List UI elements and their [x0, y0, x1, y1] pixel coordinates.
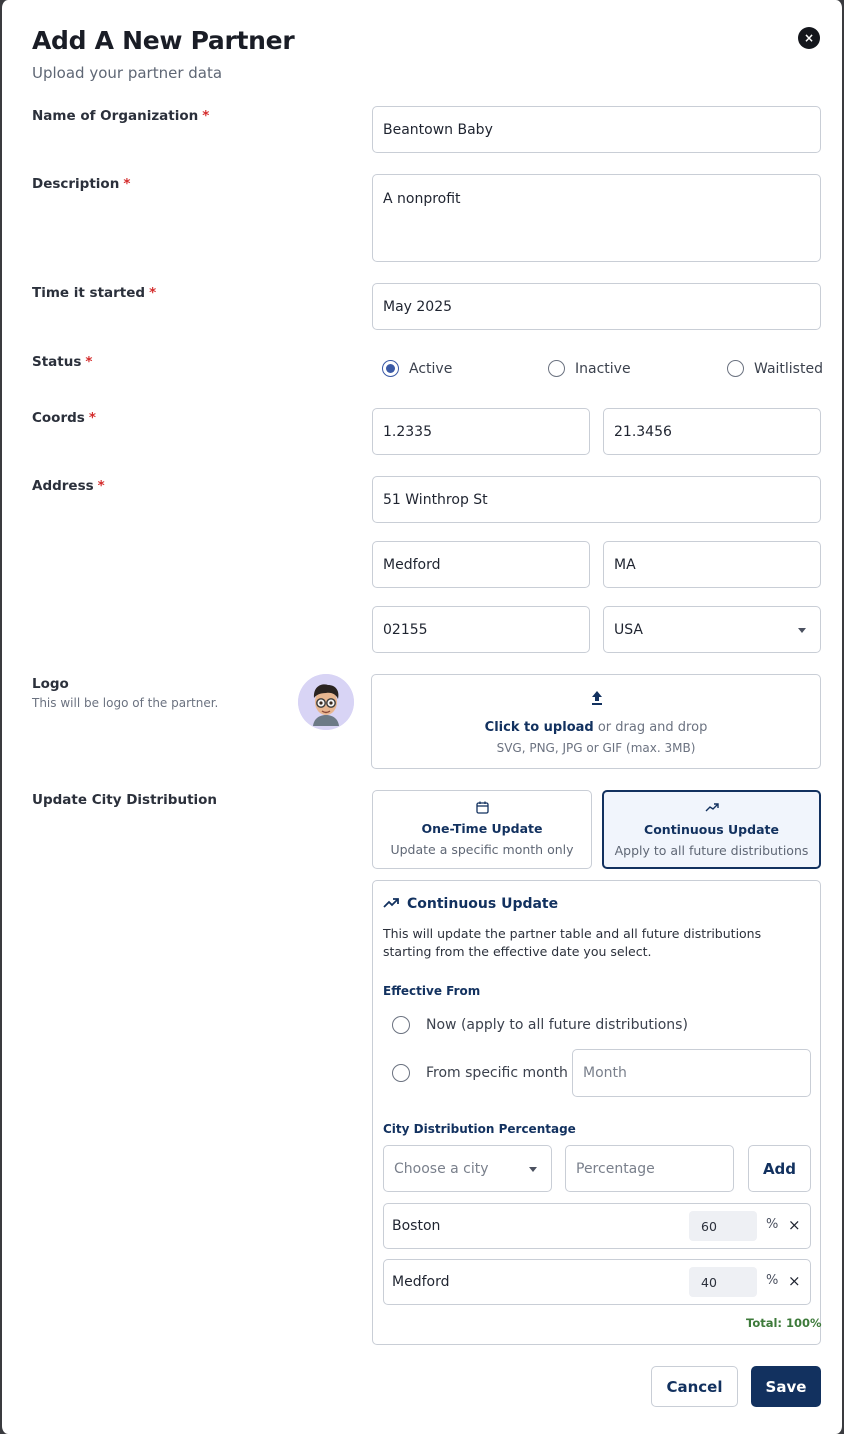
modal-title: Add A New Partner [32, 26, 295, 55]
percentage-input[interactable] [565, 1145, 734, 1192]
remove-row-icon[interactable]: × [788, 1272, 801, 1290]
org-name-input[interactable] [372, 106, 821, 153]
city-select[interactable] [383, 1145, 552, 1192]
distribution-percentage-input[interactable]: 60 [689, 1211, 757, 1241]
longitude-input[interactable] [603, 408, 821, 455]
month-placeholder: Month [583, 1065, 627, 1081]
city-input[interactable] [372, 541, 590, 588]
remove-row-icon[interactable]: × [788, 1216, 801, 1234]
required-mark: * [149, 285, 157, 301]
state-value: MA [614, 556, 636, 573]
org-name-value: Beantown Baby [383, 121, 493, 138]
distribution-percentage-input[interactable]: 40 [689, 1267, 757, 1297]
status-option-label: Active [409, 360, 453, 377]
required-mark: * [97, 478, 105, 494]
logo-label: Logo [32, 676, 69, 692]
one-time-update-card[interactable] [372, 790, 592, 869]
chevron-down-icon [798, 628, 806, 633]
description-value: A nonprofit [383, 191, 461, 207]
city-distribution-percentage-label: City Distribution Percentage [383, 1122, 576, 1136]
card-title: Continuous Update [644, 822, 779, 837]
effective-from-label: Effective From [383, 984, 481, 998]
time-started-input[interactable] [372, 283, 821, 330]
distribution-row [383, 1259, 811, 1305]
card-subtitle: Apply to all future distributions [614, 843, 809, 858]
upload-icon [590, 690, 604, 706]
radio-button[interactable] [392, 1064, 410, 1082]
required-mark: * [85, 354, 93, 370]
trending-up-icon [604, 802, 819, 816]
calendar-icon [373, 801, 591, 815]
upload-instructions: Click to upload or drag and drop [484, 720, 708, 735]
required-mark: * [88, 410, 96, 426]
coords-label: Coords * [32, 410, 96, 426]
avatar [298, 674, 354, 730]
panel-title: Continuous Update [407, 896, 559, 912]
radio-button[interactable] [727, 360, 744, 377]
panel-description: This will update the partner table and all future distributions starting from the effective date you select. [383, 926, 762, 959]
radio-button[interactable] [382, 360, 399, 377]
description-textarea[interactable] [372, 174, 821, 262]
cancel-button[interactable]: Cancel [651, 1366, 738, 1407]
description-label: Description * [32, 176, 131, 192]
zip-input[interactable] [372, 606, 590, 653]
avatar-illustration [298, 674, 354, 730]
distribution-row [383, 1203, 811, 1249]
click-to-upload-link[interactable]: Click to upload [484, 720, 594, 735]
time-started-label: Time it started * [32, 285, 157, 301]
city-select-placeholder: Choose a city [394, 1160, 489, 1177]
required-mark: * [123, 176, 131, 192]
status-option-label: Waitlisted [754, 360, 823, 377]
org-name-label: Name of Organization * [32, 108, 210, 124]
continuous-update-card[interactable] [602, 790, 821, 869]
effective-option-label: Now (apply to all future distributions) [426, 1017, 688, 1033]
modal-subtitle: Upload your partner data [32, 64, 223, 82]
required-mark: * [202, 108, 210, 124]
longitude-value: 21.3456 [614, 423, 672, 440]
state-input[interactable] [603, 541, 821, 588]
street-value: 51 Winthrop St [383, 491, 488, 508]
radio-button[interactable] [392, 1016, 410, 1034]
effective-specific-month-radio[interactable] [392, 1064, 568, 1082]
upload-formats: SVG, PNG, JPG or GIF (max. 3MB) [496, 741, 696, 755]
percentage-placeholder: Percentage [576, 1160, 655, 1177]
city-distribution-label: Update City Distribution [32, 792, 218, 808]
card-subtitle: Update a specific month only [390, 842, 574, 857]
country-select[interactable] [603, 606, 821, 653]
close-icon: × [803, 31, 815, 45]
close-button[interactable] [798, 27, 820, 49]
status-radio-active[interactable] [382, 360, 452, 377]
trending-up-icon [383, 897, 400, 910]
status-option-label: Inactive [575, 360, 631, 377]
address-label: Address * [32, 478, 105, 494]
status-label: Status * [32, 354, 93, 370]
radio-button[interactable] [548, 360, 565, 377]
logo-hint: This will be logo of the partner. [32, 696, 219, 710]
distribution-total: Total: 100% [746, 1316, 822, 1330]
month-input[interactable] [572, 1049, 811, 1097]
city-value: Medford [383, 556, 441, 573]
card-title: One-Time Update [421, 821, 543, 836]
status-radio-waitlisted[interactable] [727, 360, 823, 377]
percent-sign: % [766, 1273, 779, 1288]
distribution-city: Medford [392, 1274, 450, 1290]
logo-upload-dropzone[interactable] [371, 674, 821, 769]
effective-option-label: From specific month [426, 1065, 568, 1081]
chevron-down-icon [529, 1167, 537, 1172]
street-input[interactable] [372, 476, 821, 523]
latitude-input[interactable] [372, 408, 590, 455]
status-radio-inactive[interactable] [548, 360, 631, 377]
continuous-update-panel [372, 880, 821, 1345]
add-city-button[interactable]: Add [748, 1145, 811, 1192]
percent-sign: % [766, 1217, 779, 1232]
save-button[interactable]: Save [751, 1366, 821, 1407]
latitude-value: 1.2335 [383, 423, 432, 440]
country-value: USA [614, 621, 643, 638]
zip-value: 02155 [383, 621, 428, 638]
time-started-value: May 2025 [383, 298, 453, 315]
effective-now-radio[interactable] [392, 1016, 688, 1034]
distribution-city: Boston [392, 1218, 441, 1234]
